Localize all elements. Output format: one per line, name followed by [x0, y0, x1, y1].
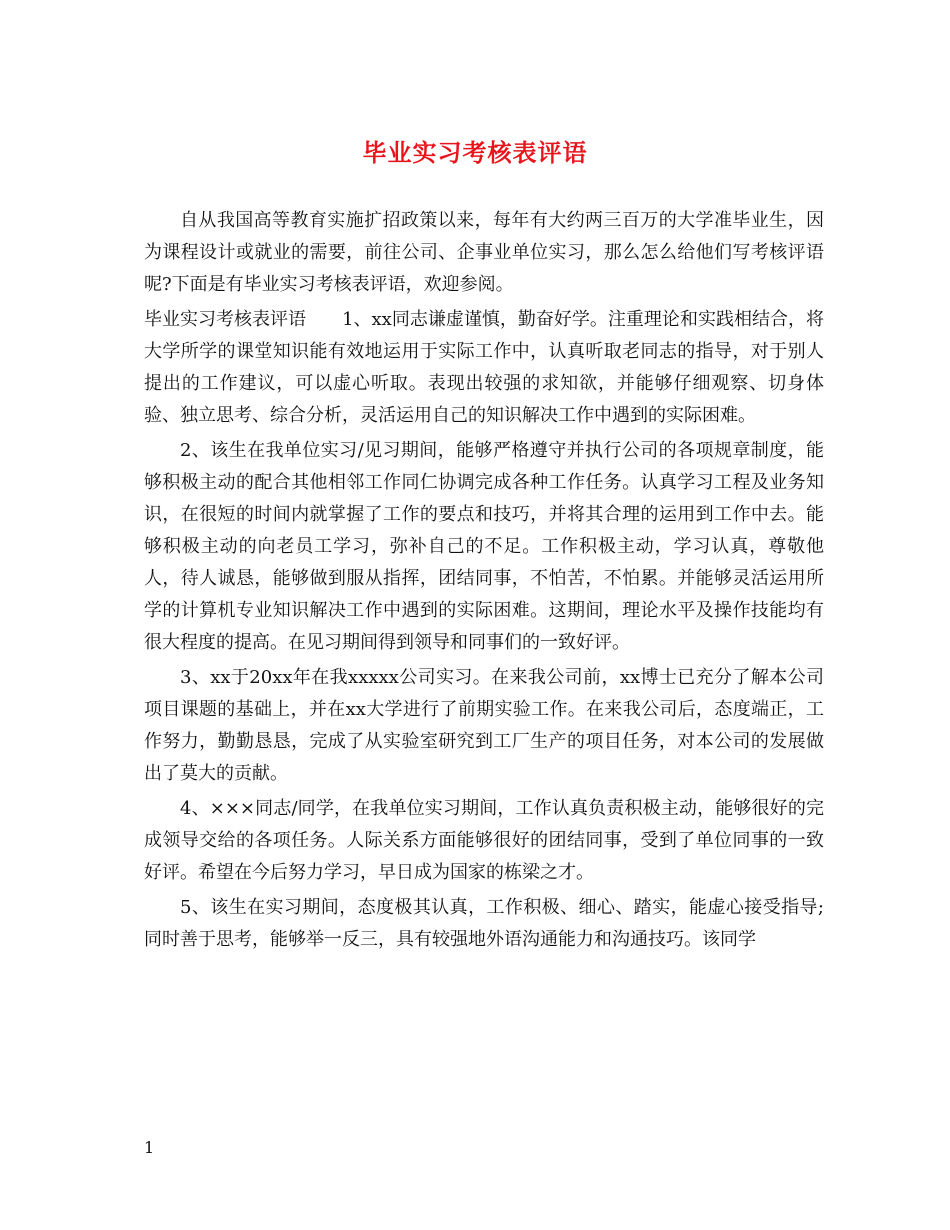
document-title: 毕业实习考核表评语	[362, 139, 588, 167]
evaluation-item-1-paragraph	[144, 304, 824, 432]
intro-paragraph: 自从我国高等教育实施扩招政策以来，每年有大约两三百万的大学准毕业生，因为课程设计或就业的需要，前往公司、企事业单位实习，那么怎么给他们写考核评语呢?下面是有毕业实习考核表评语，欢迎参阅。	[144, 210, 824, 295]
evaluation-item-4: 4、×××同志/同学，在我单位实习期间，工作认真负责积极主动，能够很好的完成领导交给的各项任务。人际关系方面能够很好的团结同事，受到了单位同事的一致好评。希望在今后努力学习，早日成为国家的栋梁之才。	[144, 798, 824, 883]
evaluation-item-3: 3、xx于20xx年在我xxxxx公司实习。在来我公司前，xx博士已充分了解本公司项目课题的基础上，并在xx大学进行了前期实验工作。在来我公司后，态度端正，工作努力，勤勤恳恳，完成了从实验室研究到工厂生产的项目任务，对本公司的发展做出了莫大的贡献。	[144, 667, 824, 784]
document-body	[144, 205, 824, 959]
evaluation-item-2: 2、该生在我单位实习/见习期间，能够严格遵守并执行公司的各项规章制度，能够积极主动的配合其他相邻工作同仁协调完成各种工作任务。认真学习工程及业务知识，在很短的时间内就掌握了工作的要点和技巧，并将其合理的运用到工作中去。能够积极主动的向老员工学习，弥补自己的不足。工作积极主动，学习认真，尊敬他人，待人诚恳，能够做到服从指挥，团结同事，不怕苦，不怕累。并能够灵活运用所学的计算机专业知识解决工作中遇到的实际困难。这期间，理论水平及操作技能均有很大程度的提高。在见习期间得到领导和同事们的一致好评。	[144, 440, 824, 653]
section-heading: 毕业实习考核表评语	[144, 309, 307, 330]
page-number: 1	[144, 1138, 155, 1157]
evaluation-item-5: 5、该生在实习期间，态度极其认真，工作积极、细心、踏实，能虚心接受指导;同时善于思考，能够举一反三，具有较强地外语沟通能力和沟通技巧。该同学	[144, 897, 824, 950]
evaluation-item-1: 1、xx同志谦虚谨慎，勤奋好学。注重理论和实践相结合，将大学所学的课堂知识能有效地运用于实际工作中，认真听取老同志的指导，对于别人提出的工作建议，可以虚心听取。表现出较强的求知欲，并能够仔细观察、切身体验、独立思考、综合分析，灵活运用自己的知识解决工作中遇到的实际困难。	[144, 309, 824, 426]
